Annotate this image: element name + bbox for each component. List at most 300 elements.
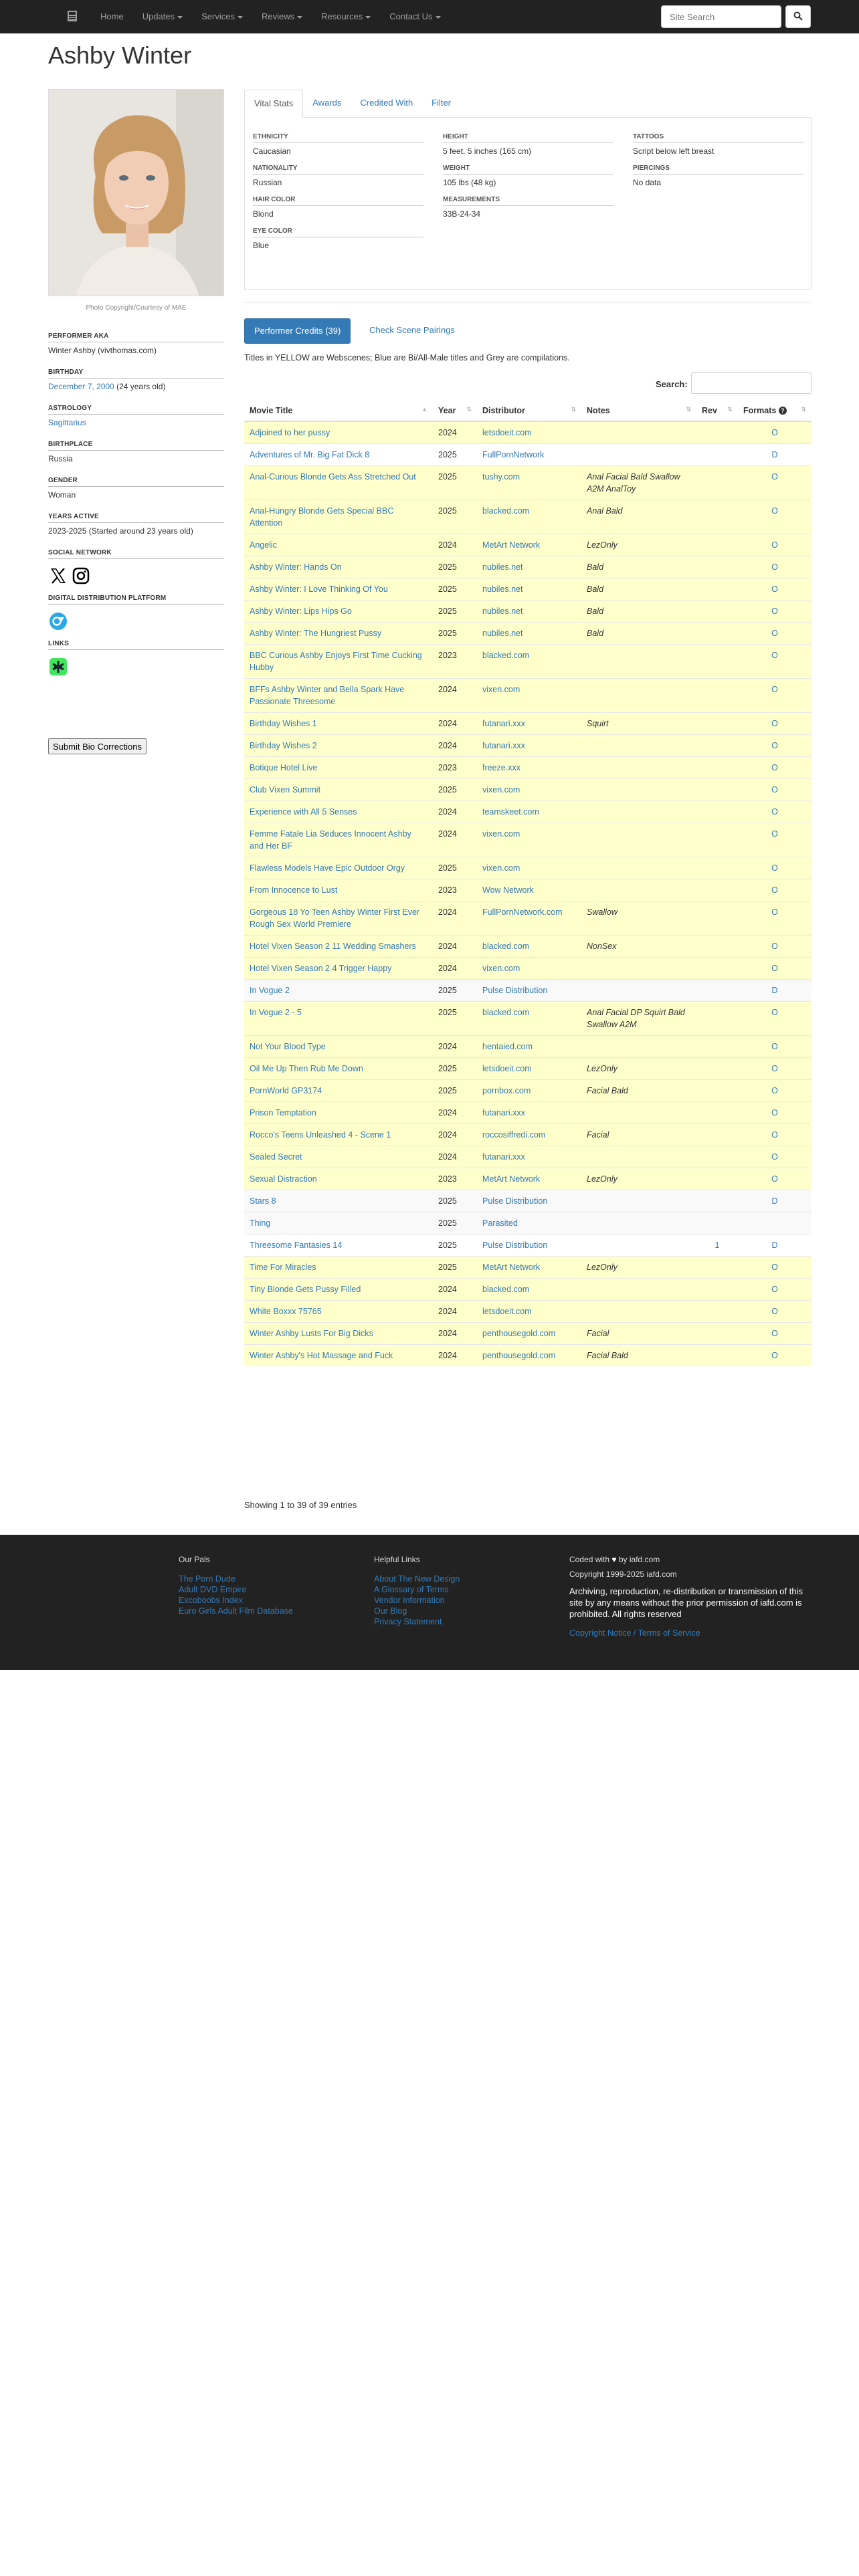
format-link[interactable]: O	[771, 1008, 778, 1017]
format-link[interactable]: O	[771, 885, 778, 895]
format-link[interactable]: O	[771, 807, 778, 817]
notes-cell	[581, 444, 696, 466]
format-link[interactable]: O	[771, 907, 778, 917]
movie-title-link[interactable]: Ashby Winter: Hands On	[250, 562, 342, 572]
table-search-label: Search:	[656, 379, 688, 389]
format-link[interactable]: O	[771, 1042, 778, 1051]
distributor-cell	[477, 500, 581, 534]
rev-cell	[696, 421, 738, 444]
table-row	[244, 1212, 812, 1235]
format-link[interactable]: D	[771, 986, 778, 995]
rev-cell	[696, 980, 738, 1002]
notes-cell	[581, 1102, 696, 1124]
format-link[interactable]: O	[771, 472, 778, 481]
notes-cell	[581, 901, 696, 936]
format-link[interactable]: O	[771, 741, 778, 750]
movie-title-cell	[244, 1080, 433, 1102]
notes-cell: Anal Bald	[587, 506, 623, 516]
footer-link[interactable]: The Porn Dude	[179, 1574, 235, 1584]
distributor-link[interactable]: Pulse Distribution	[482, 986, 548, 995]
table-row	[244, 1279, 812, 1301]
distributor-link[interactable]: vixen.com	[482, 685, 520, 694]
col-header-year[interactable]: Year ⇅	[433, 400, 477, 421]
movie-title-link[interactable]: From Innocence to Lust	[250, 885, 338, 895]
year-cell	[433, 713, 477, 735]
distributor-cell	[477, 980, 581, 1002]
year-cell	[433, 623, 477, 645]
stat-value: Blue	[253, 241, 270, 250]
year-cell: 2025	[438, 472, 457, 481]
format-cell	[738, 857, 812, 879]
stat-label: MEASUREMENTS	[443, 196, 613, 206]
format-link[interactable]: O	[771, 1152, 778, 1162]
format-cell	[738, 1168, 812, 1190]
stat-value: Russian	[253, 178, 282, 187]
photo-caption: Photo Copyright/Courtesy of MAE	[86, 304, 187, 312]
sort-icon: ⇅	[466, 405, 472, 413]
col-header-formats[interactable]: Formats ? ⇅	[738, 400, 812, 421]
rev-cell	[696, 1345, 738, 1367]
movie-title-link[interactable]: Ashby Winter: The Hungriest Pussy	[250, 629, 382, 638]
year-cell: 2024	[438, 807, 457, 817]
year-cell	[433, 556, 477, 578]
movie-title-cell	[244, 958, 433, 980]
movie-title-link[interactable]: Anal-Hungry Blonde Gets Special BBC Attention	[250, 506, 394, 528]
distributor-cell	[477, 1323, 581, 1345]
notes-cell	[581, 1190, 696, 1212]
astrology-link[interactable]: Sagittarius	[48, 418, 86, 427]
table-row	[244, 1002, 812, 1036]
format-link[interactable]: O	[771, 1329, 778, 1338]
format-link[interactable]: O	[771, 719, 778, 728]
notes-cell	[581, 1345, 696, 1367]
submit-bio-corrections-button[interactable]: Submit Bio Corrections	[48, 738, 147, 754]
format-link[interactable]: O	[771, 428, 778, 437]
footer-link[interactable]: Excoboobs Index	[179, 1596, 243, 1605]
format-link[interactable]: O	[771, 1285, 778, 1294]
table-row	[244, 958, 812, 980]
year-cell	[433, 1146, 477, 1168]
rev-cell	[696, 1146, 738, 1168]
heart-icon: ♥	[611, 1555, 617, 1564]
site-search-input[interactable]	[661, 5, 781, 28]
year-cell	[433, 735, 477, 757]
rev-cell	[696, 936, 738, 958]
year-cell: 2024	[438, 964, 457, 973]
format-link[interactable]: O	[771, 685, 778, 694]
distributor-link[interactable]: blacked.com	[482, 1008, 530, 1017]
table-row	[244, 578, 812, 601]
format-link[interactable]: O	[771, 1130, 778, 1140]
year-cell	[433, 757, 477, 779]
distributor-link[interactable]: pornbox.com	[482, 1086, 531, 1095]
format-link[interactable]: O	[771, 942, 778, 951]
movie-title-link[interactable]: Ashby Winter: I Love Thinking Of You	[250, 584, 388, 594]
format-cell	[738, 1323, 812, 1345]
distributor-link[interactable]: nubiles.net	[482, 629, 523, 638]
rev-cell	[696, 757, 738, 779]
footer-link[interactable]: Euro Girls Adult Film Database	[179, 1606, 293, 1616]
distributor-cell	[477, 879, 581, 901]
year-cell	[433, 1124, 477, 1146]
distributor-link[interactable]: letsdoeit.com	[482, 1064, 532, 1073]
table-row	[244, 556, 812, 578]
movie-title-link[interactable]: Femme Fatale Lia Seduces Innocent Ashby and Her BF	[250, 829, 411, 851]
format-cell	[738, 500, 812, 534]
movie-title-link[interactable]: In Vogue 2	[250, 986, 290, 995]
caret-down-icon	[237, 16, 243, 19]
distributor-link[interactable]: roccosiffredi.com	[482, 1130, 546, 1140]
notes-cell	[581, 958, 696, 980]
birthday-link[interactable]: December 7, 2000	[48, 382, 114, 391]
rev-cell	[696, 1323, 738, 1345]
movie-title-link[interactable]: Winter Ashby Lusts For Big Dicks	[250, 1329, 373, 1338]
x-twitter-icon[interactable]	[48, 566, 68, 586]
nav-services[interactable]: Services	[192, 0, 252, 33]
movie-title-cell	[244, 578, 433, 601]
distributor-link[interactable]: Pulse Distribution	[482, 1196, 548, 1206]
format-cell	[738, 735, 812, 757]
movie-title-link[interactable]: Stars 8	[250, 1196, 276, 1206]
table-row	[244, 679, 812, 713]
bio-label: BIRTHPLACE	[48, 441, 224, 451]
notes-cell	[581, 1168, 696, 1190]
format-link[interactable]: O	[771, 763, 778, 772]
distributor-link[interactable]: Parasited	[482, 1218, 518, 1228]
footer-link[interactable]: About The New Design	[374, 1574, 460, 1584]
movie-title-link[interactable]: Ashby Winter: Lips Hips Go	[250, 607, 352, 616]
notes-cell: Bald	[587, 607, 604, 616]
tab-filter[interactable]: Filter	[432, 98, 452, 108]
distributor-link[interactable]: MetArt Network	[482, 1174, 541, 1184]
movie-title-link[interactable]: Thing	[250, 1218, 271, 1228]
format-cell	[738, 1058, 812, 1080]
format-link[interactable]: O	[771, 1174, 778, 1184]
format-link[interactable]: D	[771, 1196, 778, 1206]
nav-resources[interactable]: Resources	[312, 0, 380, 33]
format-link[interactable]: O	[771, 1263, 778, 1272]
distributor-link[interactable]: letsdoeit.com	[482, 1307, 532, 1316]
format-cell	[738, 1212, 812, 1235]
format-cell	[738, 823, 812, 857]
movie-title-cell	[244, 500, 433, 534]
distributor-link[interactable]: vixen.com	[482, 964, 520, 973]
year-cell: 2023	[438, 885, 457, 895]
performer-credits-button[interactable]: Performer Credits (39)	[244, 318, 351, 344]
format-link[interactable]: D	[771, 450, 778, 459]
distributor-link[interactable]: futanari.xxx	[482, 1152, 525, 1162]
year-cell	[433, 1036, 477, 1058]
distributor-link[interactable]: MetArt Network	[482, 1263, 541, 1272]
table-row	[244, 801, 812, 823]
distributor-link[interactable]: futanari.xxx	[482, 1108, 525, 1117]
distributor-link[interactable]: letsdoeit.com	[482, 428, 532, 437]
distributor-link[interactable]: FullPornNetwork	[482, 450, 545, 459]
distributor-link[interactable]: nubiles.net	[482, 562, 523, 572]
format-link[interactable]: O	[771, 1351, 778, 1360]
search-icon	[793, 11, 803, 21]
movie-title-link[interactable]: Birthday Wishes 2	[250, 741, 317, 750]
caret-down-icon	[365, 16, 371, 19]
nav-updates[interactable]: Updates	[133, 0, 192, 33]
movie-title-link[interactable]: Experience with All 5 Senses	[250, 807, 357, 817]
movie-title-link[interactable]: In Vogue 2 - 5	[250, 1008, 302, 1017]
terms-link[interactable]: Copyright Notice / Terms of Service	[569, 1628, 700, 1638]
year-cell: 2024	[438, 942, 457, 951]
movie-title-cell	[244, 936, 433, 958]
format-link[interactable]: O	[771, 584, 778, 594]
year-cell	[433, 823, 477, 857]
movie-title-link[interactable]: Time For Miracles	[250, 1263, 316, 1272]
notes-cell: LezOnly	[587, 1174, 617, 1184]
notes-cell: Facial Bald	[587, 1351, 628, 1360]
rev-cell	[696, 578, 738, 601]
movie-title-link[interactable]: Sealed Secret	[250, 1152, 302, 1162]
bio-label: LINKS	[48, 640, 224, 650]
notes-cell: Squirt	[587, 719, 609, 728]
distributor-link[interactable]: penthousegold.com	[482, 1351, 556, 1360]
movie-title-link[interactable]: PornWorld GP3174	[250, 1086, 322, 1095]
movie-title-cell	[244, 1102, 433, 1124]
notes-cell	[581, 466, 696, 500]
format-link[interactable]: O	[771, 863, 778, 873]
distributor-cell	[477, 556, 581, 578]
distributor-link[interactable]: nubiles.net	[482, 584, 523, 594]
format-link[interactable]: D	[771, 1241, 778, 1250]
movie-title-cell	[244, 1279, 433, 1301]
format-link[interactable]: O	[771, 1108, 778, 1117]
table-row	[244, 980, 812, 1002]
movie-title-link[interactable]: BFFs Ashby Winter and Bella Spark Have Passionate Threesome	[250, 685, 405, 706]
year-cell: 2025	[438, 1241, 457, 1250]
table-row	[244, 1168, 812, 1190]
bio-label: GENDER	[48, 477, 224, 487]
distributor-cell	[477, 801, 581, 823]
distributor-link[interactable]: tushy.com	[482, 472, 520, 481]
movie-title-link[interactable]: Hotel Vixen Season 2 11 Wedding Smashers	[250, 942, 416, 951]
format-cell	[738, 757, 812, 779]
format-link[interactable]: O	[771, 629, 778, 638]
notes-cell: Anal Facial DP Squirt Bald Swallow A2M	[587, 1008, 685, 1029]
distributor-link[interactable]: nubiles.net	[482, 607, 523, 616]
tab-credited-with[interactable]: Credited With	[360, 98, 413, 108]
table-row	[244, 1323, 812, 1345]
site-search-button[interactable]	[785, 5, 811, 28]
footer-link[interactable]: A Glossary of Terms	[374, 1585, 449, 1594]
notes-cell: Facial	[587, 1130, 609, 1140]
movie-title-link[interactable]: Oil Me Up Then Rub Me Down	[250, 1064, 363, 1073]
year-cell: 2024	[438, 741, 457, 750]
notes-cell	[581, 1323, 696, 1345]
col-header-distributor[interactable]: Distributor ⇅	[477, 400, 581, 421]
bio-value: Woman	[48, 490, 76, 500]
movie-title-link[interactable]: Sexual Distraction	[250, 1174, 317, 1184]
footer-link[interactable]: Vendor Information	[374, 1596, 445, 1605]
year-cell: 2024	[438, 428, 457, 437]
vitals-column-3	[633, 133, 803, 196]
distributor-link[interactable]: vixen.com	[482, 829, 520, 839]
distributor-link[interactable]: teamskeet.com	[482, 807, 539, 817]
nav-reviews[interactable]: Reviews	[252, 0, 312, 33]
onlyfans-icon[interactable]	[48, 611, 68, 631]
notes-cell: LezOnly	[587, 1064, 617, 1073]
format-cell	[738, 1036, 812, 1058]
format-link[interactable]: O	[771, 785, 778, 794]
format-link[interactable]: O	[771, 607, 778, 616]
main-nav	[91, 0, 450, 33]
notes-cell	[581, 421, 696, 444]
check-scene-pairings-link[interactable]: Check Scene Pairings	[369, 325, 455, 335]
movie-title-link[interactable]: Botique Hotel Live	[250, 763, 318, 772]
movie-title-link[interactable]: Anal-Curious Blonde Gets Ass Stretched Out	[250, 472, 416, 481]
movie-title-link[interactable]: Winter Ashby's Hot Massage and Fuck	[250, 1351, 393, 1360]
footer-pals	[179, 1555, 359, 1616]
rev-cell	[696, 645, 738, 679]
format-link[interactable]: O	[771, 964, 778, 973]
year-cell	[433, 500, 477, 534]
format-link[interactable]: O	[771, 506, 778, 516]
help-icon[interactable]: ?	[779, 407, 787, 415]
table-row	[244, 466, 812, 500]
movie-title-cell	[244, 1190, 433, 1212]
format-cell	[738, 936, 812, 958]
distributor-cell	[477, 713, 581, 735]
notes-cell: Bald	[587, 584, 604, 594]
movie-title-link[interactable]: Adventures of Mr. Big Fat Dick 8	[250, 450, 370, 459]
rev-cell	[696, 534, 738, 556]
year-cell: 2024	[438, 829, 457, 839]
rev-cell	[696, 879, 738, 901]
table-row	[244, 823, 812, 857]
distributor-link[interactable]: vixen.com	[482, 785, 520, 794]
distributor-link[interactable]: blacked.com	[482, 651, 530, 660]
year-cell	[433, 857, 477, 879]
distributor-link[interactable]: penthousegold.com	[482, 1329, 556, 1338]
footer-link[interactable]: Privacy Statement	[374, 1617, 442, 1626]
bio-value: Russia	[48, 454, 73, 463]
distributor-link[interactable]: Wow Network	[482, 885, 534, 895]
bio-birthplace	[48, 441, 224, 463]
distributor-link[interactable]: FullPornNetwork.com	[482, 907, 563, 917]
movie-title-cell	[244, 466, 433, 500]
movie-title-link[interactable]: Club Vixen Summit	[250, 785, 321, 794]
movie-title-link[interactable]: Gorgeous 18 Yo Teen Ashby Winter First Ever Rough Sex World Premiere	[250, 907, 420, 929]
linktree-icon[interactable]	[48, 657, 68, 677]
format-cell	[738, 1257, 812, 1279]
col-header-title[interactable]: Movie Title ▲	[244, 400, 433, 421]
movie-title-link[interactable]: Flawless Models Have Epic Outdoor Orgy	[250, 863, 405, 873]
movie-title-link[interactable]: Tiny Blonde Gets Pussy Filled	[250, 1285, 361, 1294]
notes-cell	[581, 879, 696, 901]
nav-contact[interactable]: Contact Us	[380, 0, 450, 33]
year-cell: 2024	[438, 907, 457, 917]
movie-title-cell	[244, 735, 433, 757]
distributor-link[interactable]: futanari.xxx	[482, 719, 525, 728]
movie-title-link[interactable]: Adjoined to her pussy	[250, 428, 330, 437]
instagram-icon[interactable]	[71, 566, 91, 586]
home-logo-icon[interactable]	[67, 10, 78, 22]
format-link[interactable]: O	[771, 1086, 778, 1095]
format-link[interactable]: O	[771, 1064, 778, 1073]
tab-vital-stats[interactable]: Vital Stats	[244, 90, 303, 118]
distributor-link[interactable]: futanari.xxx	[482, 741, 525, 750]
movie-title-cell	[244, 601, 433, 623]
bio-links	[48, 640, 224, 650]
rev-cell	[696, 1235, 738, 1257]
distributor-link[interactable]: blacked.com	[482, 942, 530, 951]
format-cell	[738, 1235, 812, 1257]
movie-title-link[interactable]: Threesome Fantasies 14	[250, 1241, 343, 1250]
year-cell: 2025	[438, 863, 457, 873]
format-link[interactable]: O	[771, 1307, 778, 1316]
movie-title-link[interactable]: Prison Temptation	[250, 1108, 316, 1117]
format-link[interactable]: O	[771, 651, 778, 660]
col-header-notes[interactable]: Notes ⇅	[581, 400, 696, 421]
footer-heading: Our Pals	[179, 1555, 210, 1564]
stat-label: HAIR COLOR	[253, 196, 423, 206]
movie-title-link[interactable]: Rocco's Teens Unleashed 4 - Scene 1	[250, 1130, 391, 1140]
year-cell: 2025	[438, 584, 457, 594]
movie-title-link[interactable]: Angelic	[250, 540, 277, 550]
year-cell	[433, 645, 477, 679]
stat-label: WEIGHT	[443, 165, 613, 175]
divider	[244, 302, 812, 303]
format-link[interactable]: O	[771, 829, 778, 839]
stat-value: Caucasian	[253, 146, 291, 156]
footer-link[interactable]: Adult DVD Empire	[179, 1585, 247, 1594]
format-link[interactable]: O	[771, 562, 778, 572]
bio-digital-platform	[48, 595, 224, 605]
rev-cell	[696, 500, 738, 534]
year-cell: 2023	[438, 1174, 457, 1184]
rev-cell	[696, 1301, 738, 1323]
distributor-link[interactable]: blacked.com	[482, 506, 530, 516]
footer-link[interactable]: Our Blog	[374, 1606, 407, 1616]
movie-title-link[interactable]: Birthday Wishes 1	[250, 719, 317, 728]
distributor-link[interactable]: MetArt Network	[482, 540, 541, 550]
movie-title-cell	[244, 623, 433, 645]
footer-heading: Helpful Links	[374, 1555, 420, 1564]
table-row	[244, 623, 812, 645]
notes-cell	[581, 735, 696, 757]
distributor-link[interactable]: Pulse Distribution	[482, 1241, 548, 1250]
movie-title-link[interactable]: White Boxxx 75765	[250, 1307, 322, 1316]
notes-cell	[581, 601, 696, 623]
tab-awards[interactable]: Awards	[312, 98, 342, 108]
movie-title-link[interactable]: Hotel Vixen Season 2 4 Trigger Happy	[250, 964, 392, 973]
notes-cell	[581, 645, 696, 679]
movie-title-link[interactable]: Not Your Blood Type	[250, 1042, 326, 1051]
notes-cell: LezOnly	[587, 1263, 617, 1272]
year-cell: 2025	[438, 1064, 457, 1073]
movie-title-cell	[244, 645, 433, 679]
nav-home[interactable]: Home	[100, 11, 124, 21]
col-header-rev[interactable]: Rev ⇅	[696, 400, 738, 421]
movie-title-cell	[244, 1124, 433, 1146]
distributor-link[interactable]: hentaied.com	[482, 1042, 533, 1051]
distributor-cell	[477, 1168, 581, 1190]
distributor-link[interactable]: vixen.com	[482, 863, 520, 873]
notes-cell	[581, 823, 696, 857]
distributor-link[interactable]: blacked.com	[482, 1285, 530, 1294]
movie-title-link[interactable]: BBC Curious Ashby Enjoys First Time Cucking Hubby	[250, 651, 422, 672]
movie-title-cell	[244, 879, 433, 901]
table-search-input[interactable]	[691, 372, 812, 394]
bio-gender	[48, 477, 224, 500]
bio-social-network	[48, 549, 224, 559]
format-link[interactable]: O	[771, 540, 778, 550]
distributor-link[interactable]: freeze.xxx	[482, 763, 520, 772]
